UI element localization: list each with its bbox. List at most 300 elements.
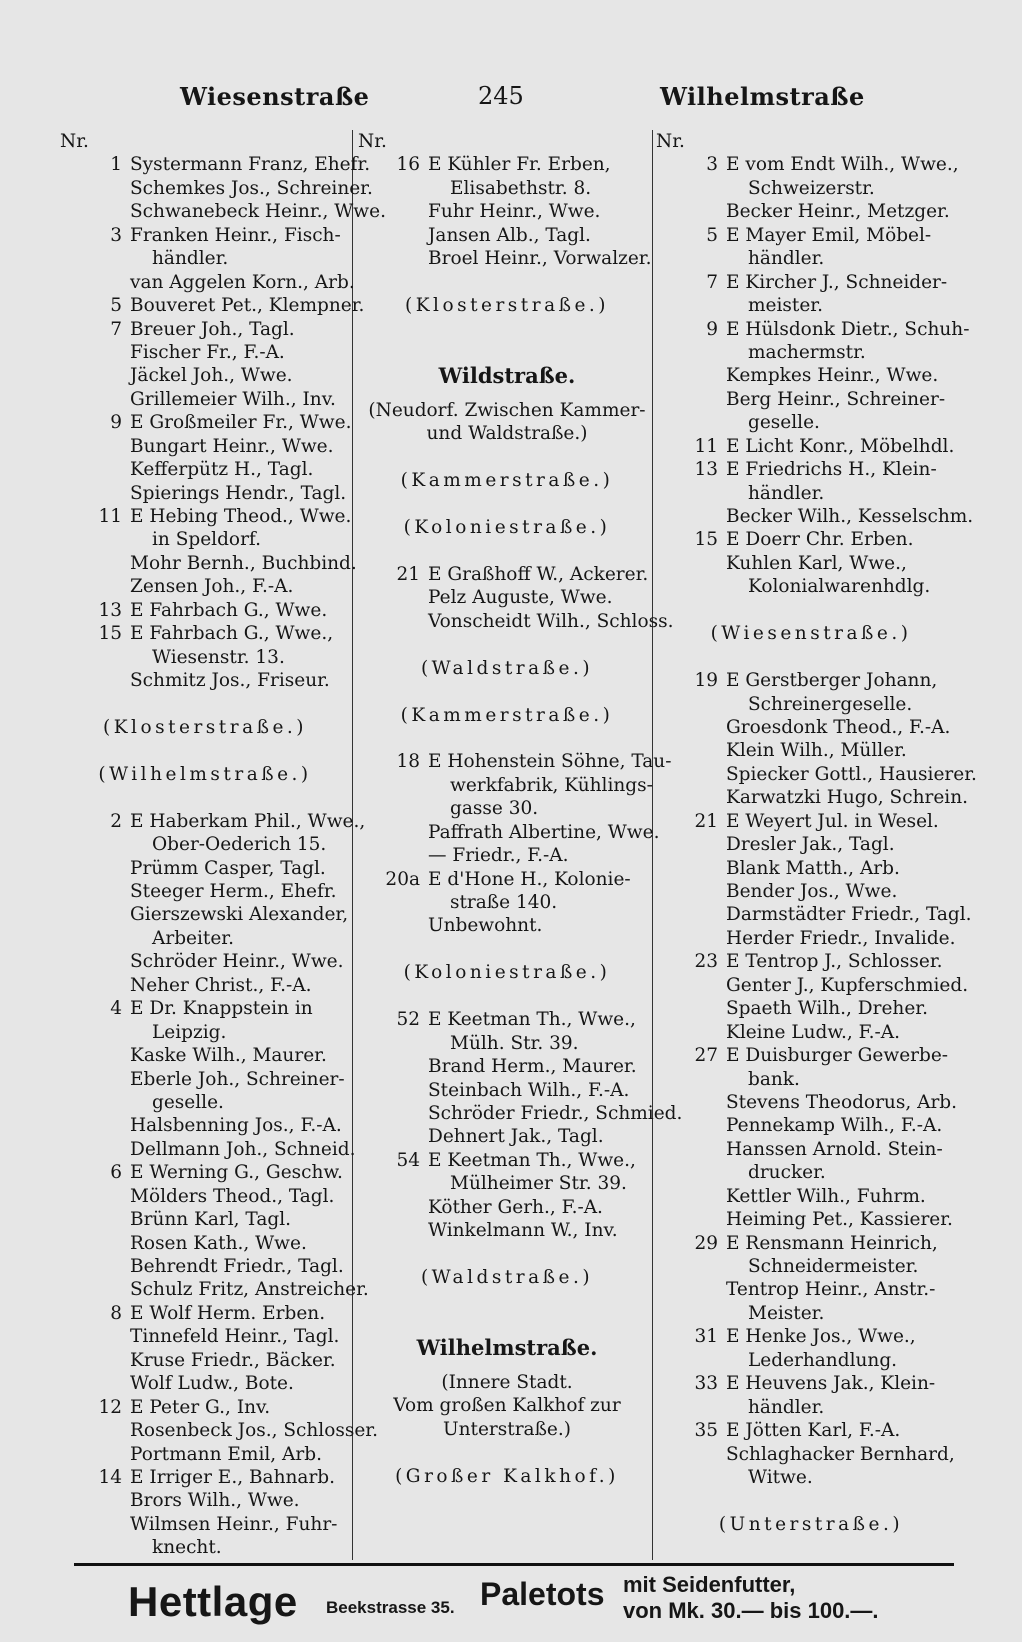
resident-text: E d'Hone H., Kolonie- [428, 868, 631, 890]
entry-continuation [656, 1302, 966, 1325]
resident-text: Bender Jos., Wwe. [726, 881, 898, 902]
house-number [358, 177, 428, 200]
house-number [60, 552, 130, 575]
directory-entry [60, 1138, 356, 1161]
nr-label: Nr. [656, 131, 685, 152]
house-number: 20a [385, 868, 420, 890]
directory-entry [60, 318, 350, 341]
house-number [60, 177, 130, 200]
resident-text: E vom Endt Wilh., Wwe., [726, 154, 959, 176]
directory-entry [358, 1079, 656, 1102]
resident-text: E Werning G., Geschw. [130, 1162, 343, 1184]
house-number [60, 880, 130, 903]
house-number [656, 974, 726, 997]
house-number: 13 [694, 459, 718, 481]
house-number [656, 716, 726, 739]
house-number [60, 1208, 130, 1231]
resident-text: — Friedr., F.-A. [428, 845, 569, 867]
resident-text: Darmstädter Friedr., Tagl. [726, 904, 972, 926]
house-number [358, 797, 428, 820]
entry-continuation [60, 1091, 350, 1114]
directory-entry [656, 1443, 966, 1466]
directory-entry [358, 1149, 656, 1172]
house-number [358, 774, 428, 797]
street-description-text: Unterstraße.) [443, 1418, 571, 1440]
house-number: 27 [694, 1045, 718, 1067]
house-number [656, 1161, 726, 1184]
cross-street-label: (Waldstraße.) [420, 1267, 594, 1288]
directory-entry [60, 1349, 350, 1372]
ad-price-line-1: mit Seidenfutter, [623, 1572, 796, 1597]
resident-text: Wiesenstr. 13. [152, 646, 285, 668]
directory-entry [358, 586, 656, 609]
resident-text: Groesdonk Theod., F.-A. [726, 716, 951, 738]
nr-label: Nr. [60, 131, 89, 152]
house-number [358, 1219, 428, 1242]
house-number [656, 247, 726, 270]
directory-entry [656, 505, 974, 528]
house-number [656, 786, 726, 809]
house-number [656, 1138, 726, 1161]
resident-text: Mohr Bernh., Buchbind. [130, 552, 357, 574]
house-number [60, 1185, 130, 1208]
house-number [656, 552, 726, 575]
resident-text: Halsbenning Jos., F.-A. [130, 1115, 342, 1137]
house-number [60, 458, 130, 481]
house-number [358, 610, 428, 633]
directory-entry [358, 821, 660, 844]
resident-text: geselle. [748, 412, 820, 434]
resident-text: in Speldorf. [152, 529, 261, 551]
entry-continuation [60, 247, 350, 270]
house-number [60, 974, 130, 997]
spacer [358, 727, 656, 750]
resident-text: Brand Herm., Maurer. [428, 1056, 637, 1078]
directory-entry [656, 716, 966, 739]
house-number: 13 [98, 599, 122, 621]
resident-text: Kleine Ludw., F.-A. [726, 1021, 900, 1043]
house-number [656, 505, 726, 528]
house-number [60, 1278, 130, 1301]
directory-entry [60, 1185, 350, 1208]
house-number [656, 880, 726, 903]
directory-entry [656, 927, 966, 950]
entry-continuation [656, 1396, 966, 1419]
house-number [60, 1044, 130, 1067]
house-number [60, 1349, 130, 1372]
resident-text: werkfabrik, Kühlings- [450, 774, 653, 796]
directory-entry [656, 1278, 966, 1301]
spacer [656, 1489, 966, 1512]
resident-text: Paffrath Albertine, Wwe. [428, 821, 660, 843]
house-number [656, 857, 726, 880]
directory-entry [60, 200, 386, 223]
directory-entry [656, 997, 966, 1020]
resident-text: E Tentrop J., Schlosser. [726, 951, 943, 973]
cross-street-label: (Koloniestraße.) [403, 517, 611, 538]
entry-continuation [656, 1068, 966, 1091]
house-number [60, 1091, 130, 1114]
house-number [656, 1091, 726, 1114]
resident-text: Behrendt Friedr., Tagl. [130, 1256, 344, 1277]
street-description [358, 1371, 656, 1394]
house-number [656, 1185, 726, 1208]
spacer [358, 938, 656, 961]
directory-entry [358, 153, 656, 176]
resident-text: Mülh. Str. 39. [450, 1032, 579, 1054]
house-number [60, 1068, 130, 1091]
directory-entry [60, 458, 350, 481]
entry-continuation [656, 1349, 966, 1372]
house-number [656, 1021, 726, 1044]
entry-continuation [656, 294, 966, 317]
entry-continuation [358, 774, 656, 797]
directory-entry [60, 1208, 350, 1231]
directory-entry [60, 435, 350, 458]
resident-text: E Kircher J., Schneider- [726, 271, 948, 293]
resident-text: drucker. [748, 1162, 826, 1184]
house-number [656, 1208, 726, 1231]
entry-continuation [656, 177, 966, 200]
directory-entry [656, 200, 966, 223]
house-number: 15 [98, 623, 122, 645]
directory-entry [60, 974, 350, 997]
entry-continuation [60, 927, 350, 950]
house-number [60, 341, 130, 364]
house-number: 23 [694, 951, 718, 973]
directory-entry [656, 880, 966, 903]
house-number: 33 [694, 1373, 718, 1395]
resident-text: Kempkes Heinr., Wwe. [726, 365, 939, 387]
resident-text: Eberle Joh., Schreiner- [130, 1068, 345, 1090]
resident-text: Köther Gerh., F.-A. [428, 1196, 603, 1218]
resident-text: Schemkes Jos., Schreiner. [130, 177, 373, 199]
spacer [358, 680, 656, 703]
directory-entry [656, 810, 966, 833]
resident-text: händler. [748, 1396, 825, 1418]
directory-entry [60, 1114, 350, 1137]
directory-entry [656, 458, 966, 481]
house-number [60, 1419, 130, 1442]
directory-column-3 [656, 130, 977, 1536]
column-divider [352, 130, 353, 1560]
house-number [656, 763, 726, 786]
street-description-text: und Waldstraße.) [426, 423, 588, 445]
resident-text: E Weyert Jul. in Wesel. [726, 810, 939, 832]
house-number: 6 [110, 1162, 122, 1184]
directory-entry [60, 341, 350, 364]
spacer [656, 599, 966, 622]
house-number [60, 1138, 130, 1161]
resident-text: Tentrop Heinr., Anstr.- [726, 1279, 936, 1301]
house-number [656, 997, 726, 1020]
entry-continuation [656, 247, 966, 270]
spacer [358, 341, 656, 364]
house-number [656, 1255, 726, 1278]
street-description [358, 1418, 656, 1441]
directory-entry [60, 1302, 350, 1325]
directory-entry [60, 1044, 350, 1067]
house-number [358, 1055, 428, 1078]
house-number [60, 1255, 130, 1278]
house-number [60, 1372, 130, 1395]
directory-entry [656, 318, 970, 341]
house-number [60, 364, 130, 387]
house-number [60, 857, 130, 880]
directory-entry [656, 857, 966, 880]
resident-text: E Heuvens Jak., Klein- [726, 1373, 936, 1395]
cross-street [358, 469, 656, 492]
directory-entry [358, 224, 656, 247]
directory-entry [656, 1325, 966, 1348]
resident-text: Kaske Wilh., Maurer. [130, 1045, 327, 1067]
directory-entry [358, 563, 656, 586]
spacer [358, 985, 656, 1008]
spacer [358, 1313, 656, 1336]
resident-text: Breuer Joh., Tagl. [130, 318, 295, 340]
directory-entry [60, 224, 350, 247]
resident-text: geselle. [152, 1091, 224, 1113]
directory-entry [60, 411, 350, 434]
spacer [358, 539, 656, 562]
directory-entry [656, 364, 966, 387]
resident-text: Kruse Friedr., Bäcker. [130, 1349, 336, 1371]
directory-entry [60, 1161, 350, 1184]
cross-street-label: (Koloniestraße.) [403, 962, 611, 984]
directory-entry [656, 903, 972, 926]
directory-entry [60, 622, 350, 645]
house-number: 15 [694, 529, 718, 551]
directory-entry [60, 1255, 350, 1278]
house-number [656, 364, 726, 387]
directory-entry [656, 974, 969, 997]
directory-entry [358, 610, 674, 633]
directory-entry [60, 1443, 350, 1466]
directory-entry [358, 1219, 656, 1242]
house-number: 18 [396, 751, 420, 773]
house-number [656, 693, 726, 716]
street-description [358, 399, 656, 422]
house-number: 5 [706, 224, 718, 246]
directory-entry [60, 950, 350, 973]
directory-entry [358, 1125, 656, 1148]
resident-text: Kuhlen Karl, Wwe., [726, 552, 907, 574]
house-number: 5 [110, 295, 122, 317]
resident-text: Herder Friedr., Invalide. [726, 927, 956, 949]
cross-street [358, 657, 656, 680]
directory-entry [358, 200, 656, 223]
spacer [358, 388, 656, 399]
resident-text: Fischer Fr., F.-A. [130, 341, 285, 363]
directory-entry [656, 1021, 966, 1044]
directory-entry [656, 786, 966, 809]
spacer [358, 318, 656, 341]
directory-entry [60, 903, 350, 926]
house-number [60, 271, 130, 294]
entry-continuation [60, 1021, 350, 1044]
house-number: 52 [396, 1009, 420, 1031]
resident-text: Kettler Wilh., Fuhrm. [726, 1185, 926, 1207]
spacer [358, 633, 656, 656]
advertisement [0, 1568, 1022, 1642]
cross-street [358, 1266, 656, 1289]
house-number [358, 891, 428, 914]
directory-entry [60, 271, 355, 294]
house-number [60, 950, 130, 973]
resident-text: Steeger Herm., Ehefr. [130, 881, 337, 902]
house-number: 16 [396, 154, 420, 176]
cross-street [358, 961, 656, 984]
resident-text: Wolf Ludw., Bote. [130, 1373, 294, 1395]
directory-entry [656, 1138, 966, 1161]
resident-text: E Kühler Fr. Erben, [428, 154, 611, 176]
resident-text: knecht. [152, 1537, 222, 1559]
nr-label: Nr. [358, 131, 387, 152]
cross-street-label: (Großer Kalkhof.) [395, 1465, 619, 1487]
resident-text: van Aggelen Korn., Arb. [130, 271, 355, 293]
cross-street [60, 716, 350, 739]
house-number [60, 247, 130, 270]
directory-entry [60, 1232, 350, 1255]
entry-continuation [656, 1161, 966, 1184]
house-number [656, 739, 726, 762]
resident-text: Arbeiter. [152, 927, 234, 949]
number-column-header [358, 130, 656, 153]
entry-continuation [60, 833, 350, 856]
directory-entry [656, 1208, 966, 1231]
resident-text: Spierings Hendr., Tagl. [130, 482, 347, 504]
entry-continuation [358, 1172, 656, 1195]
entry-continuation [358, 891, 656, 914]
house-number: 3 [110, 224, 122, 246]
house-number [60, 1114, 130, 1137]
resident-text: händler. [748, 248, 825, 270]
resident-text: Kefferpütz H., Tagl. [130, 459, 314, 481]
cross-street-label: (Kammerstraße.) [400, 704, 614, 726]
resident-text: E Großmeiler Fr., Wwe. [130, 412, 352, 434]
resident-text: Stevens Theodorus, Arb. [726, 1091, 958, 1113]
cross-street-label: (Klosterstraße.) [102, 716, 308, 738]
directory-column-1 [60, 130, 386, 1560]
house-number [358, 247, 428, 270]
resident-text: E Haberkam Phil., Wwe., [130, 810, 366, 832]
house-number [60, 1325, 130, 1348]
resident-text: E Hohenstein Söhne, Tau- [428, 751, 672, 773]
resident-text: Pennekamp Wilh., F.-A. [726, 1115, 943, 1137]
header-left-street: Wiesenstraße [180, 82, 370, 111]
directory-entry [60, 482, 350, 505]
house-number [60, 482, 130, 505]
resident-text: Dresler Jak., Tagl. [726, 834, 895, 856]
resident-text: E Duisburger Gewerbe- [726, 1045, 949, 1067]
house-number [358, 1079, 428, 1102]
house-number [656, 1302, 726, 1325]
resident-text: Steinbach Wilh., F.-A. [428, 1079, 630, 1101]
page-number: 245 [478, 82, 524, 110]
resident-text: Wilmsen Heinr., Fuhr- [130, 1513, 338, 1535]
directory-entry [60, 599, 350, 622]
directory-entry [656, 669, 966, 692]
house-number [60, 200, 130, 223]
resident-text: Mölders Theod., Tagl. [130, 1185, 335, 1207]
resident-text: Gierszewski Alexander, [130, 904, 349, 926]
resident-text: E Keetman Th., Wwe., [428, 1149, 636, 1171]
resident-text: Pelz Auguste, Wwe. [428, 587, 613, 609]
resident-text: Lederhandlung. [748, 1349, 898, 1371]
ad-street: Beekstrasse 35. [326, 1598, 455, 1617]
resident-text: händler. [152, 248, 229, 270]
directory-entry [60, 1325, 350, 1348]
house-number [656, 575, 726, 598]
directory-entry [358, 914, 656, 937]
house-number: 8 [110, 1302, 122, 1324]
resident-text: Klein Wilh., Müller. [726, 740, 907, 762]
resident-text: Becker Heinr., Metzger. [726, 201, 950, 223]
house-number: 4 [110, 998, 122, 1020]
house-number [60, 575, 130, 598]
street-heading [358, 364, 656, 387]
house-number [656, 388, 726, 411]
house-number [656, 341, 726, 364]
house-number [656, 177, 726, 200]
directory-entry [60, 575, 350, 598]
cross-street-label: (Klosterstraße.) [404, 295, 610, 317]
resident-text: Rosenbeck Jos., Schlosser. [130, 1420, 378, 1442]
resident-text: Zensen Joh., F.-A. [130, 576, 294, 598]
resident-text: Schneidermeister. [748, 1256, 919, 1277]
spacer [358, 1243, 656, 1266]
spacer [358, 493, 656, 516]
number-column-header [656, 130, 966, 153]
directory-entry [358, 1196, 656, 1219]
directory-entry [656, 388, 966, 411]
house-number [60, 1232, 130, 1255]
street-heading [358, 1336, 656, 1359]
ad-price-line-2: von Mk. 30.— bis 100.—. [623, 1598, 879, 1623]
spacer [358, 1441, 656, 1464]
resident-text: Broel Heinr., Vorwalzer. [428, 248, 652, 270]
house-number [60, 1536, 130, 1559]
directory-entry [358, 247, 656, 270]
directory-entry [358, 750, 672, 773]
spacer [656, 646, 966, 669]
directory-entry [60, 997, 350, 1020]
house-number [656, 1466, 726, 1489]
cross-street-label: (Waldstraße.) [420, 657, 594, 679]
cross-street-label: (Wiesenstraße.) [710, 623, 912, 645]
house-number [60, 903, 130, 926]
entry-continuation [656, 482, 966, 505]
directory-entry [656, 271, 966, 294]
resident-text: straße 140. [450, 892, 558, 913]
house-number [656, 1396, 726, 1419]
directory-entry [60, 1513, 350, 1536]
house-number [60, 1489, 130, 1512]
resident-text: Unbewohnt. [428, 915, 543, 937]
resident-text: E Henke Jos., Wwe., [726, 1326, 916, 1348]
house-number [358, 586, 428, 609]
house-number: 7 [706, 271, 718, 293]
resident-text: E Hebing Theod., Wwe. [130, 506, 352, 527]
cross-street [358, 516, 656, 539]
house-number [358, 844, 428, 867]
resident-text: Systermann Franz, Ehefr. [130, 154, 371, 176]
house-number: 35 [694, 1420, 718, 1442]
cross-street [358, 1465, 656, 1488]
directory-entry [656, 528, 966, 551]
house-number: 2 [110, 810, 122, 832]
house-number [60, 1443, 130, 1466]
